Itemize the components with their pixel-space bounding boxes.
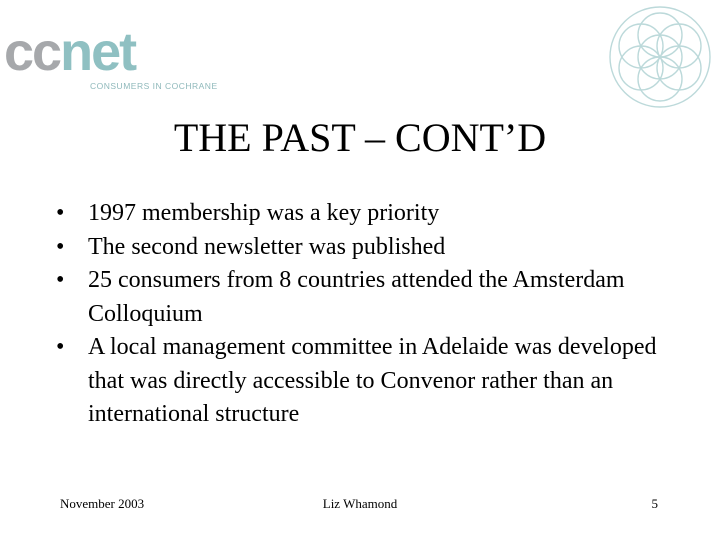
bullet-text: 25 consumers from 8 countries attended the Amsterdam Colloquium: [88, 267, 625, 327]
logo-cc: cc: [4, 22, 61, 82]
logo-wordmark: [4, 22, 244, 82]
bullet-text: The second newsletter was published: [88, 233, 446, 260]
bullet-marker: •: [56, 200, 65, 226]
bullet-list: [56, 197, 696, 432]
bullet-marker: •: [56, 233, 65, 260]
bullet-item: [56, 231, 696, 265]
bullet-marker: •: [56, 267, 65, 293]
footer-date: November 2003: [60, 496, 145, 511]
ccnet-logo: [4, 22, 244, 92]
bullet-marker: •: [56, 334, 65, 360]
bullet-text: A local management committee in Adelaide was developed that was directly accessible to Convenor rather than an international structure: [88, 334, 657, 427]
bullet-item: [56, 264, 696, 331]
flower-of-life-icon: [600, 2, 720, 112]
footer-author: Liz Whamond: [322, 496, 398, 511]
bullet-text: 1997 membership was a key priority: [88, 200, 440, 226]
slide-number: 5: [651, 496, 658, 511]
slide-title: THE PAST – CONT’D: [173, 115, 547, 160]
bullet-item: [56, 331, 696, 432]
bullet-item: [56, 197, 696, 231]
logo-tagline: CONSUMERS IN COCHRANE: [90, 81, 218, 91]
logo-net: net: [60, 22, 136, 82]
